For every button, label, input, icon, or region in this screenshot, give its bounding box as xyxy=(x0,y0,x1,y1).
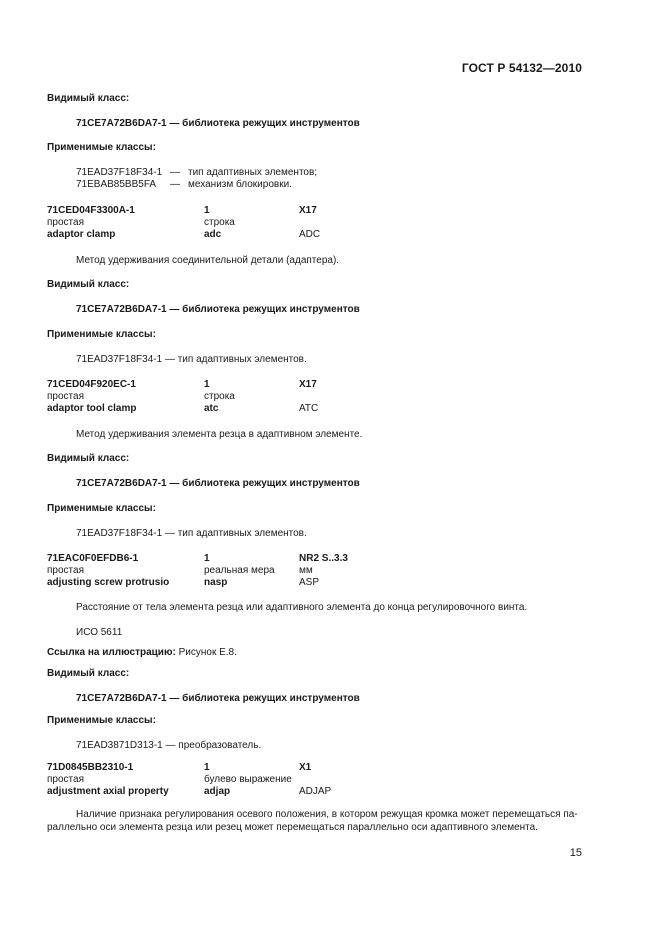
property-kind: простая xyxy=(47,565,84,576)
property-name: adaptor clamp xyxy=(47,229,116,240)
visible-class-label: Видимый класс: xyxy=(47,668,130,679)
property-unit: мм xyxy=(299,565,313,576)
property-definition: Расстояние от тела элемента резца или адаптивного элемента до конца регулировочного винта. xyxy=(76,602,528,613)
applicable-class-row xyxy=(76,179,292,190)
property-definition: Метод удерживания элемента резца в адаптивном элементе. xyxy=(76,429,363,440)
applicable-classes-label: Применимые классы: xyxy=(47,503,156,514)
property-symbol: ADC xyxy=(299,229,321,240)
illustration-reference xyxy=(47,647,237,658)
dash: — xyxy=(170,167,180,178)
standard-header: ГОСТ Р 54132—2010 xyxy=(461,61,582,75)
page-number: 15 xyxy=(569,847,582,859)
class-code: 71EAD37F18F34-1 xyxy=(76,167,163,178)
class-desc: механизм блокировки. xyxy=(188,179,292,190)
visible-class-value: 71CE7A72B6DA7-1 — библиотека режущих инструментов xyxy=(76,304,360,315)
applicable-class-row xyxy=(76,167,317,178)
property-datatype: строка xyxy=(204,391,235,402)
property-datatype: реальная мера xyxy=(204,565,275,576)
property-definition-line1: Наличие признака регулирования осевого положения, в котором режущая кромка может перемещаться па- xyxy=(76,809,578,820)
applicable-classes-label: Применимые классы: xyxy=(47,142,156,153)
property-symbol: ASP xyxy=(299,577,320,588)
visible-class-label: Видимый класс: xyxy=(47,279,130,290)
visible-class-value: 71CE7A72B6DA7-1 — библиотека режущих инструментов xyxy=(76,693,360,704)
property-datatype: булево выражение xyxy=(204,774,292,785)
property-definition: Метод удерживания соединительной детали (адаптера). xyxy=(76,255,340,266)
property-symbol: ADJAP xyxy=(299,786,332,797)
property-id: 71D0845BB2310-1 xyxy=(47,762,134,773)
applicable-class-text: 71EAD3871D313-1 — преобразователь. xyxy=(76,740,262,751)
applicable-classes-label: Применимые классы: xyxy=(47,715,156,726)
property-kind: простая xyxy=(47,774,84,785)
property-kind: простая xyxy=(47,217,84,228)
property-name: adjustment axial property xyxy=(47,786,169,797)
applicable-classes-label: Применимые классы: xyxy=(47,329,156,340)
visible-class-value: 71CE7A72B6DA7-1 — библиотека режущих инструментов xyxy=(76,118,360,129)
class-code: 71EBAB85BB5FA xyxy=(76,179,157,190)
illustration-value: Рисунок Е.8. xyxy=(178,647,237,658)
property-short-name: adjap xyxy=(204,786,231,797)
property-name: adjusting screw protrusio xyxy=(47,577,170,588)
property-name: adaptor tool clamp xyxy=(47,403,137,414)
property-reference: ИСО 5611 xyxy=(76,627,123,638)
property-short-name: adc xyxy=(204,229,222,240)
property-format: X17 xyxy=(299,205,317,216)
property-id: 71EAC0F0EFDB6-1 xyxy=(47,553,139,564)
property-version: 1 xyxy=(204,379,210,390)
property-version: 1 xyxy=(204,205,210,216)
dash: — xyxy=(170,179,180,190)
property-format: X17 xyxy=(299,379,317,390)
property-datatype: строка xyxy=(204,217,235,228)
visible-class-value: 71CE7A72B6DA7-1 — библиотека режущих инструментов xyxy=(76,478,360,489)
property-definition-line2: раллельно оси элемента резца или резец может перемещаться параллельно оси адаптивного элемента. xyxy=(47,822,538,833)
visible-class-label: Видимый класс: xyxy=(47,93,130,104)
property-id: 71CED04F3300A-1 xyxy=(47,205,135,216)
property-kind: простая xyxy=(47,391,84,402)
visible-class-label: Видимый класс: xyxy=(47,453,130,464)
property-format: X1 xyxy=(299,762,312,773)
property-id: 71CED04F920EC-1 xyxy=(47,379,136,390)
class-desc: тип адаптивных элементов; xyxy=(188,167,318,178)
property-short-name: atc xyxy=(204,403,219,414)
property-format: NR2 S..3.3 xyxy=(299,553,348,564)
illustration-label: Ссылка на иллюстрацию: xyxy=(47,647,176,658)
property-version: 1 xyxy=(204,553,210,564)
applicable-class-text: 71EAD37F18F34-1 — тип адаптивных элементов. xyxy=(76,354,307,365)
property-short-name: nasp xyxy=(204,577,228,588)
applicable-class-text: 71EAD37F18F34-1 — тип адаптивных элементов. xyxy=(76,528,307,539)
property-version: 1 xyxy=(204,762,210,773)
property-symbol: ATC xyxy=(299,403,319,414)
